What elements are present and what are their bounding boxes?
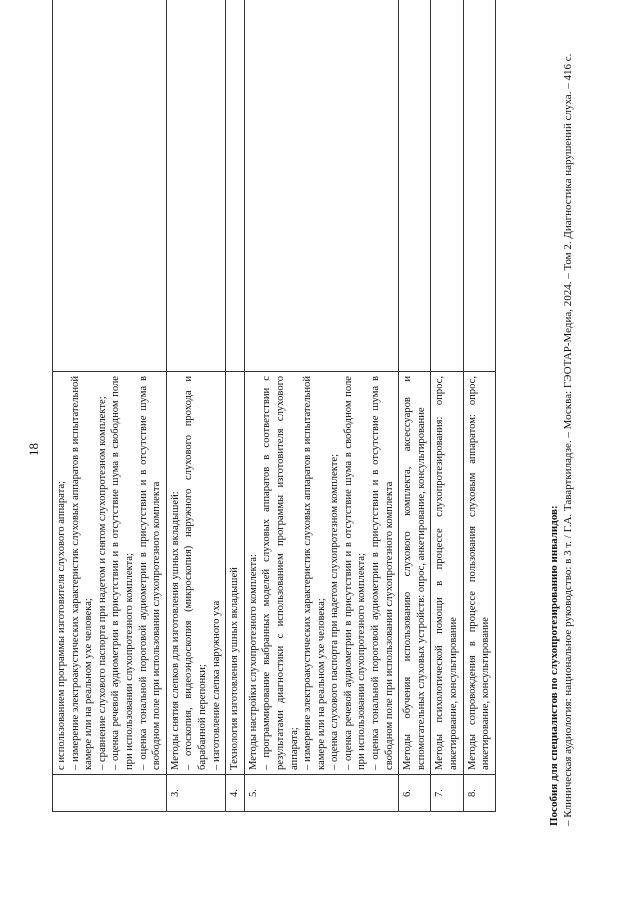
content-line: – отоскопия, видеоэндоскопия (микроскопия) наружного слухового прохода и барабанной перепонки;	[183, 376, 208, 770]
row-content	[463, 372, 495, 775]
empty-cell	[463, 0, 495, 372]
content-line: Методы обучения использованию слухового комплекта, аксессуаров и вспомогательных слуховых устройств: опрос, анкетирование, консультирование	[402, 376, 427, 770]
manuals-title: Пособия для специалистов по слухопротезированию инвалидов:	[548, 505, 560, 826]
row-number: 3.	[166, 775, 225, 812]
table-row	[166, 0, 225, 812]
row-number: 7.	[431, 775, 463, 812]
table-row	[431, 0, 463, 812]
content-line: – изготовление слепка наружного уха	[210, 600, 222, 770]
row-content	[166, 372, 225, 775]
row-number: 8.	[463, 775, 495, 812]
rotated-page	[12, 16, 632, 876]
row-number: 5.	[244, 775, 399, 812]
empty-cell	[166, 0, 225, 372]
row-content	[399, 372, 431, 775]
content-line: – измерение электроакустических характеристик слуховых аппаратов в испытательной камере или на реальном ухе человека;	[302, 376, 327, 770]
content-line: – оценка тональной пороговой аудиометрии в присутствии и в отсутствие шума в свободном поле при использовании слухопротезного комплекта	[370, 376, 395, 770]
content-line: Методы сопровождения в процессе пользования слуховым аппаратом: опрос, анкетирование, консультирование	[466, 376, 492, 770]
empty-cell	[226, 0, 245, 372]
content-line: – сравнение слухового паспорта при надетом и снятом слухопротезном комплекте;	[96, 396, 108, 770]
methods-table	[52, 0, 496, 812]
row-number: 4.	[226, 775, 245, 812]
table-row	[53, 0, 167, 812]
content-line: Методы настройки слухопротезного комплекта:	[247, 554, 259, 770]
content-line: с использованием программы изготовителя слухового аппарата;	[56, 481, 67, 770]
page-number: 18	[26, 443, 41, 456]
manuals-section	[547, 36, 575, 826]
row-content	[431, 372, 463, 775]
empty-cell	[244, 0, 399, 372]
content-line: Методы снятия слепков для изготовления ушных вкладышей:	[169, 491, 181, 770]
table-row	[226, 0, 245, 812]
row-content	[226, 372, 245, 775]
content-line: – программирование выбранных моделей слуховых аппаратов в соответствии с результатами диагностики с использованием программы изготовителя слухового аппарата;	[261, 376, 300, 770]
content-line: Технология изготовления ушных вкладышей	[229, 567, 241, 770]
row-content	[244, 372, 399, 775]
empty-cell	[399, 0, 431, 372]
content-line: – оценка речевой аудиометрии в присутствии и в отсутствие шума в свободном поле при использовании слухопротезного комплекта;	[110, 376, 135, 770]
row-number: 6.	[399, 775, 431, 812]
content-line: – оценка речевой аудиометрии в присутствии и в отсутствие шума в свободном поле при использовании слухопротезного комплекта;	[342, 376, 368, 770]
table-row	[244, 0, 399, 812]
table-row	[399, 0, 431, 812]
manual-item: – Клиническая аудиология: национальное руководство: в 3 т. / Г.А. Таварткиладзе. – Москва: ГЭОТАР-Медиа, 2024. – Том 2. Диагностика нарушений слуха. – 416 с.	[562, 53, 574, 826]
content-line: Методы психологической помощи в процессе слухопротезирования: опрос, анкетирование, консультирование	[434, 376, 460, 770]
empty-cell	[53, 0, 167, 372]
row-content	[53, 372, 167, 775]
row-number	[53, 775, 167, 812]
content-line: – оценка слухового паспорта при надетом слухопротезном комплекте;	[329, 453, 341, 770]
content-line: – измерение электроакустических характеристик слуховых аппаратов в испытательной камере или на реальном ухе человека;	[69, 376, 95, 770]
table-row	[463, 0, 495, 812]
empty-cell	[431, 0, 463, 372]
content-line: – оценка тональной пороговой аудиометрии в присутствии и в отсутствие шума в свободном поле при использовании слухопротезного комплекта	[137, 376, 163, 770]
